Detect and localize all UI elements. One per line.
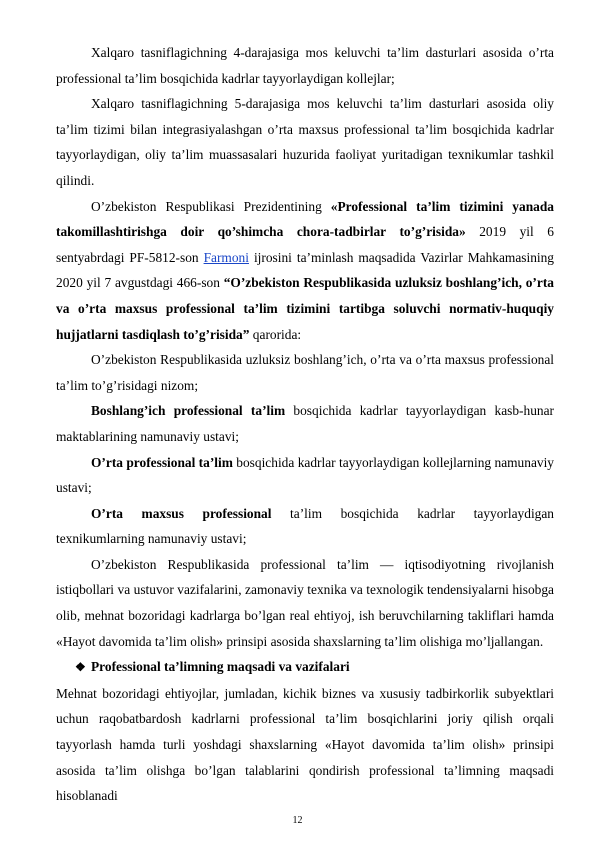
- paragraph-technikums: Xalqaro tasniflagichning 5-darajasiga mos keluvchi ta’lim dasturlari asosida oliy ta’lim tizimi bilan integrasiyalashgan o’rta maxsus professional ta’lim bosqichida kadrlar tayyorlaydigan, oliy ta’lim muassasalari huzurida faoliyat yuritadigan texnikumlar tashkil qilindi.: [56, 96, 554, 188]
- paragraph-colleges: Xalqaro tasniflagichning 4-darajasiga mos keluvchi ta’lim dasturlari asosida o’rta professional ta’lim bosqichida kadrlar tayyorlaydigan kollejlar;: [56, 45, 554, 86]
- special-education-text: ta’lim bosqichida kadrlar tayyorlaydigan texnikumlarning namunaviy ustavi;: [56, 505, 554, 547]
- decree-text-4: qarorida:: [249, 326, 302, 342]
- paragraph-goal: Mehnat bozoridagi ehtiyojlar, jumladan, kichik biznes va xususiy tadbirkorlik subyektlari uchun raqobatbardosh kadrlarni professional ta’lim bosqichlarini joriy qilish orqali tayyorlash hamda turli yoshdagi shaxslarning «Hayot davomida ta’lim olish» prinsipi asosida ta’lim olishga bo’lgan talablarini qondirish professional ta’limning maqsadi hisoblanadi: [56, 685, 554, 804]
- paragraph-professional-definition: O’zbekiston Respublikasida professional ta’lim — iqtisodiyotning rivojlanish istiqbollari va ustuvor vazifalarini, zamonaviy texnika va texnologik tendensiyalarni hisobga olib, mehnat bozoridagi kadrlarga bo’lgan real ehtiyoj, ish beruvchilarning takliflari hamda «Hayot davomida ta’lim olish» prinsipi asosida shaxslarning ta’lim olishiga mo’ljallangan.: [56, 556, 554, 649]
- page-number: 12: [292, 815, 303, 826]
- paragraph-regulation: O’zbekiston Respublikasida uzluksiz boshlang’ich, o’rta va o’rta maxsus professional ta’lim to’g’risidagi nizom;: [56, 352, 554, 393]
- paragraph-special-education: [56, 501, 554, 552]
- primary-education-text: bosqichida kadrlar tayyorlaydigan kasb-hunar maktablarining namunaviy ustavi;: [56, 403, 555, 444]
- diamond-bullet-icon: ❖: [75, 660, 86, 675]
- paragraph-secondary-education: [56, 450, 554, 501]
- resolution-title: “O’zbekiston Respublikasida uzluksiz boshlang’ich, o’rta va o’rta maxsus professional ta’lim tizimini tartibga soluvchi normativ-huquqiy hujjatlarni tasdiqlash to’g’risida”: [56, 275, 554, 342]
- section-heading-text: Professional ta’limning maqsadi va vazifalari: [91, 659, 350, 675]
- secondary-education-term: O’rta professional ta’lim: [91, 454, 233, 470]
- section-heading: [56, 654, 554, 681]
- decree-text-3: ijrosini ta’minlash maqsadida Vazirlar Mahkamasining 2020 yil 7 avgustdagi 466-son: [56, 249, 554, 291]
- special-education-term: O’rta maxsus professional: [91, 505, 272, 521]
- paragraph-primary-education: [56, 398, 554, 449]
- paragraph-decree: [56, 194, 554, 348]
- farmoni-link[interactable]: Farmoni: [203, 249, 249, 265]
- decree-text-2: 2019 yil 6 sentyabrdagi PF-5812-son: [56, 224, 554, 265]
- primary-education-term: Boshlang’ich professional ta’lim: [91, 403, 286, 419]
- decree-title: «Professional ta’lim tizimini yanada takomillashtirishga doir qo’shimcha chora-tadbirlar to’g’risida»: [56, 198, 554, 240]
- secondary-education-text: bosqichida kadrlar tayyorlaydigan kollejlarning namunaviy ustavi;: [56, 454, 554, 496]
- decree-text-1: O’zbekiston Respublikasi Prezidentining: [91, 198, 331, 214]
- document-body: [56, 40, 554, 809]
